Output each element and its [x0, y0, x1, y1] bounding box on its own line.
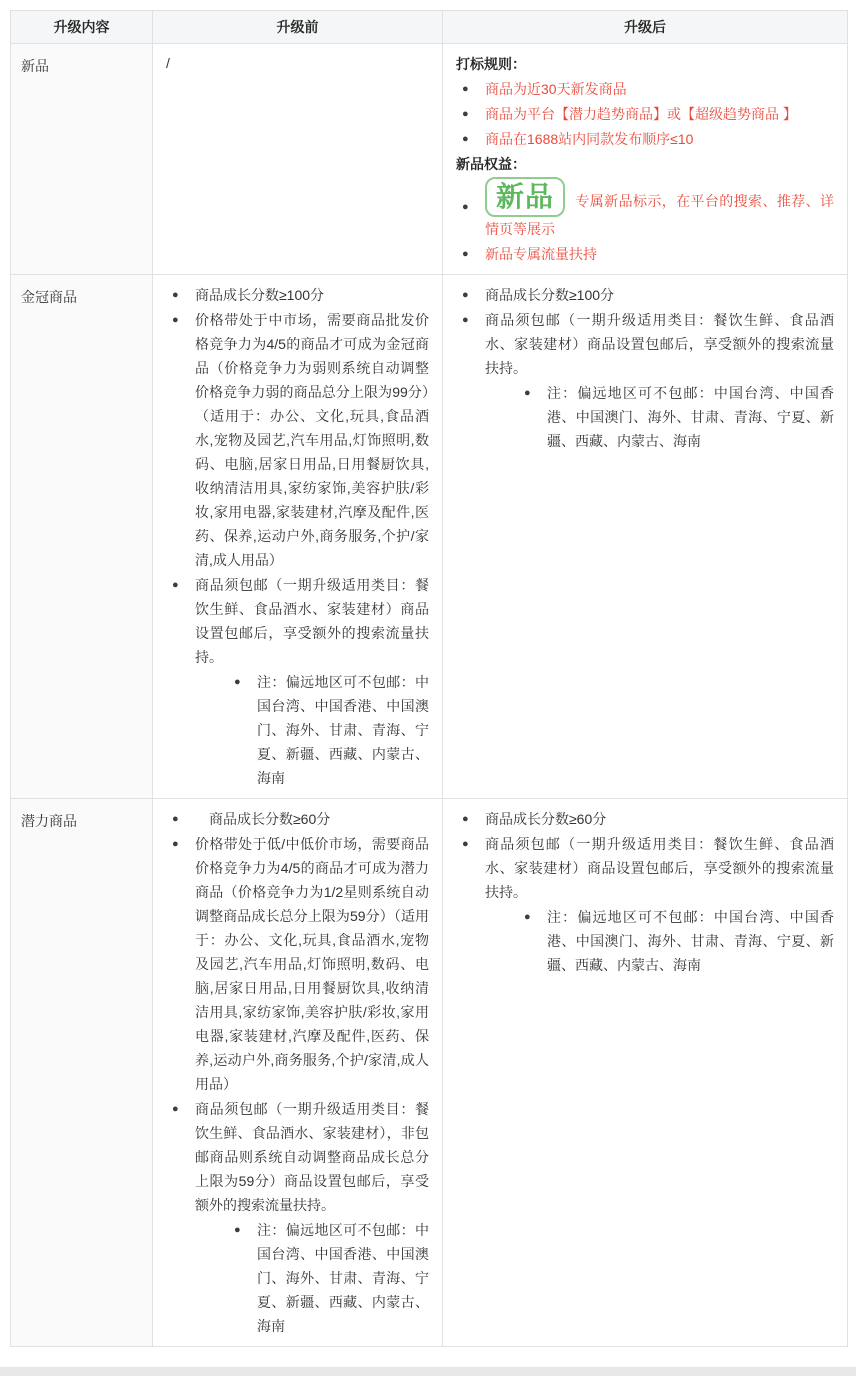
bullet-icon: ● [462, 813, 469, 825]
header-upgrade-content: 升级内容 [11, 11, 153, 44]
bullet-text: 商品须包邮（一期升级适用类目：餐饮生鲜、食品酒水、家装建材）商品设置包邮后，享受额外的搜索流量扶持。 [485, 836, 834, 900]
bullet-item [456, 77, 834, 101]
bullet-icon: ● [524, 387, 531, 399]
bullet-text: 商品成长分数≥100分 [485, 287, 615, 303]
bullet-text: 注：偏远地区可不包邮：中国台湾、中国香港、中国澳门、海外、甘肃、青海、宁夏、新疆、西藏、内蒙古、海南 [257, 674, 429, 786]
bullet-text: 价格带处于中市场，需要商品批发价格竞争力为4/5的商品才可成为金冠商品（价格竞争力为弱则系统自动调整价格竞争力弱的商品总分上限为99分）（适用于：办公、文化,玩具,食品酒水,宠物及园艺,汽车用品,灯饰照明,数码、电脑,居家日用品,日用餐厨饮具,收纳清洁用具,家纺家饰,美容护肤/彩妆,家用电器,家装建材,汽摩及配件,医药、保养,运动户外,商务服务,个护/家清,成人用品） [195, 312, 429, 568]
table-body [11, 44, 848, 1347]
bullet-text: 商品为近30天新发商品 [485, 81, 627, 97]
row-label-cell [11, 799, 153, 1347]
bullet-item [456, 242, 834, 266]
note-sub-bullet-item [228, 1218, 429, 1338]
bullet-icon: ● [524, 911, 531, 923]
section-heading: 新品权益： [456, 156, 526, 172]
row-label: 金冠商品 [21, 289, 77, 305]
before-upgrade-cell [153, 275, 443, 799]
header-before-upgrade: 升级前 [153, 11, 443, 44]
bullet-item [166, 1097, 429, 1217]
bullet-text: 注：偏远地区可不包邮：中国台湾、中国香港、中国澳门、海外、甘肃、青海、宁夏、新疆、西藏、内蒙古、海南 [547, 909, 834, 973]
bullet-item [456, 102, 834, 126]
bullet-icon: ● [172, 813, 179, 825]
bullet-item [456, 308, 834, 380]
bullet-item [456, 807, 834, 831]
bullet-text: 商品在1688站内同款发布顺序≤10 [485, 131, 694, 147]
note-sub-bullet-item [228, 670, 429, 790]
bullet-text: 商品为平台【潜力趋势商品】或【超级趋势商品 】 [485, 106, 797, 122]
bullet-icon: ● [172, 579, 179, 591]
bullet-item [456, 177, 834, 241]
after-upgrade-cell [443, 44, 848, 275]
bullet-icon: ● [462, 314, 469, 326]
row-label-cell [11, 44, 153, 275]
bullet-text: 商品须包邮（一期升级适用类目：餐饮生鲜、食品酒水、家装建材），非包邮商品则系统自动调整商品成长总分上限为59分）商品设置包邮后，享受额外的搜索流量扶持。 [195, 1101, 429, 1213]
before-upgrade-cell [153, 799, 443, 1347]
bullet-item [456, 283, 834, 307]
bullet-icon: ● [462, 289, 469, 301]
note-sub-bullet-item [518, 381, 834, 453]
bullet-text: 注：偏远地区可不包邮：中国台湾、中国香港、中国澳门、海外、甘肃、青海、宁夏、新疆、西藏、内蒙古、海南 [257, 1222, 429, 1334]
after-upgrade-cell [443, 275, 848, 799]
bullet-text: 注：偏远地区可不包邮：中国台湾、中国香港、中国澳门、海外、甘肃、青海、宁夏、新疆、西藏、内蒙古、海南 [547, 385, 834, 449]
table-row [11, 44, 848, 275]
header-after-upgrade: 升级后 [443, 11, 848, 44]
bullet-item [166, 308, 429, 572]
bullet-item [166, 573, 429, 669]
plain-text: / [166, 55, 170, 71]
bullet-text: 商品成长分数≥60分 [195, 811, 331, 827]
after-upgrade-cell [443, 799, 848, 1347]
bullet-icon: ● [172, 314, 179, 326]
bullet-text: 价格带处于低/中低价市场，需要商品价格竞争力为4/5的商品才可成为潜力商品（价格竞争力为1/2星则系统自动调整商品成长总分上限为59分）（适用于：办公、文化,玩具,食品酒水,宠物及园艺,汽车用品,灯饰照明,数码、电脑,居家日用品,日用餐厨饮具,收纳清洁用具,家纺家饰,美容护肤/彩妆,家用电器,家装建材,汽摩及配件,医药、保养,运动户外,商务服务,个护/家清,成人用品） [195, 836, 429, 1092]
row-label: 新品 [21, 58, 49, 74]
bullet-text: 商品成长分数≥60分 [485, 811, 607, 827]
bullet-text: 商品须包邮（一期升级适用类目：餐饮生鲜、食品酒水、家装建材）商品设置包邮后，享受额外的搜索流量扶持。 [195, 577, 429, 665]
bullet-item [166, 807, 429, 831]
bullet-item [456, 832, 834, 904]
bullet-icon: ● [234, 1224, 241, 1236]
row-label-cell [11, 275, 153, 799]
bullet-text: 商品成长分数≥100分 [195, 287, 325, 303]
bullet-icon: ● [462, 201, 469, 213]
table-row [11, 275, 848, 799]
bullet-icon: ● [172, 838, 179, 850]
bullet-item [166, 832, 429, 1096]
bullet-item [456, 127, 834, 151]
bullet-icon: ● [234, 676, 241, 688]
table-row [11, 799, 848, 1347]
note-sub-bullet-item [518, 905, 834, 977]
bullet-icon: ● [462, 133, 469, 145]
section-heading: 打标规则： [456, 56, 526, 72]
bullet-icon: ● [172, 289, 179, 301]
bullet-icon: ● [172, 1103, 179, 1115]
bullet-icon: ● [462, 838, 469, 850]
page-bottom-strip [0, 1367, 856, 1376]
bullet-item [166, 283, 429, 307]
bullet-text: 商品须包邮（一期升级适用类目：餐饮生鲜、食品酒水、家装建材）商品设置包邮后，享受额外的搜索流量扶持。 [485, 312, 834, 376]
row-label: 潜力商品 [21, 813, 77, 829]
new-product-badge: 新品 [485, 177, 565, 217]
table-header-row [11, 11, 848, 44]
upgrade-rules-table [10, 10, 848, 1347]
bullet-text: 新品专属流量扶持 [485, 246, 597, 262]
bullet-icon: ● [462, 108, 469, 120]
before-upgrade-cell [153, 44, 443, 275]
bullet-icon: ● [462, 248, 469, 260]
bullet-icon: ● [462, 83, 469, 95]
bullet-text: 专属新品标示，在平台的搜索、推荐、详情页等展示 [485, 193, 834, 237]
